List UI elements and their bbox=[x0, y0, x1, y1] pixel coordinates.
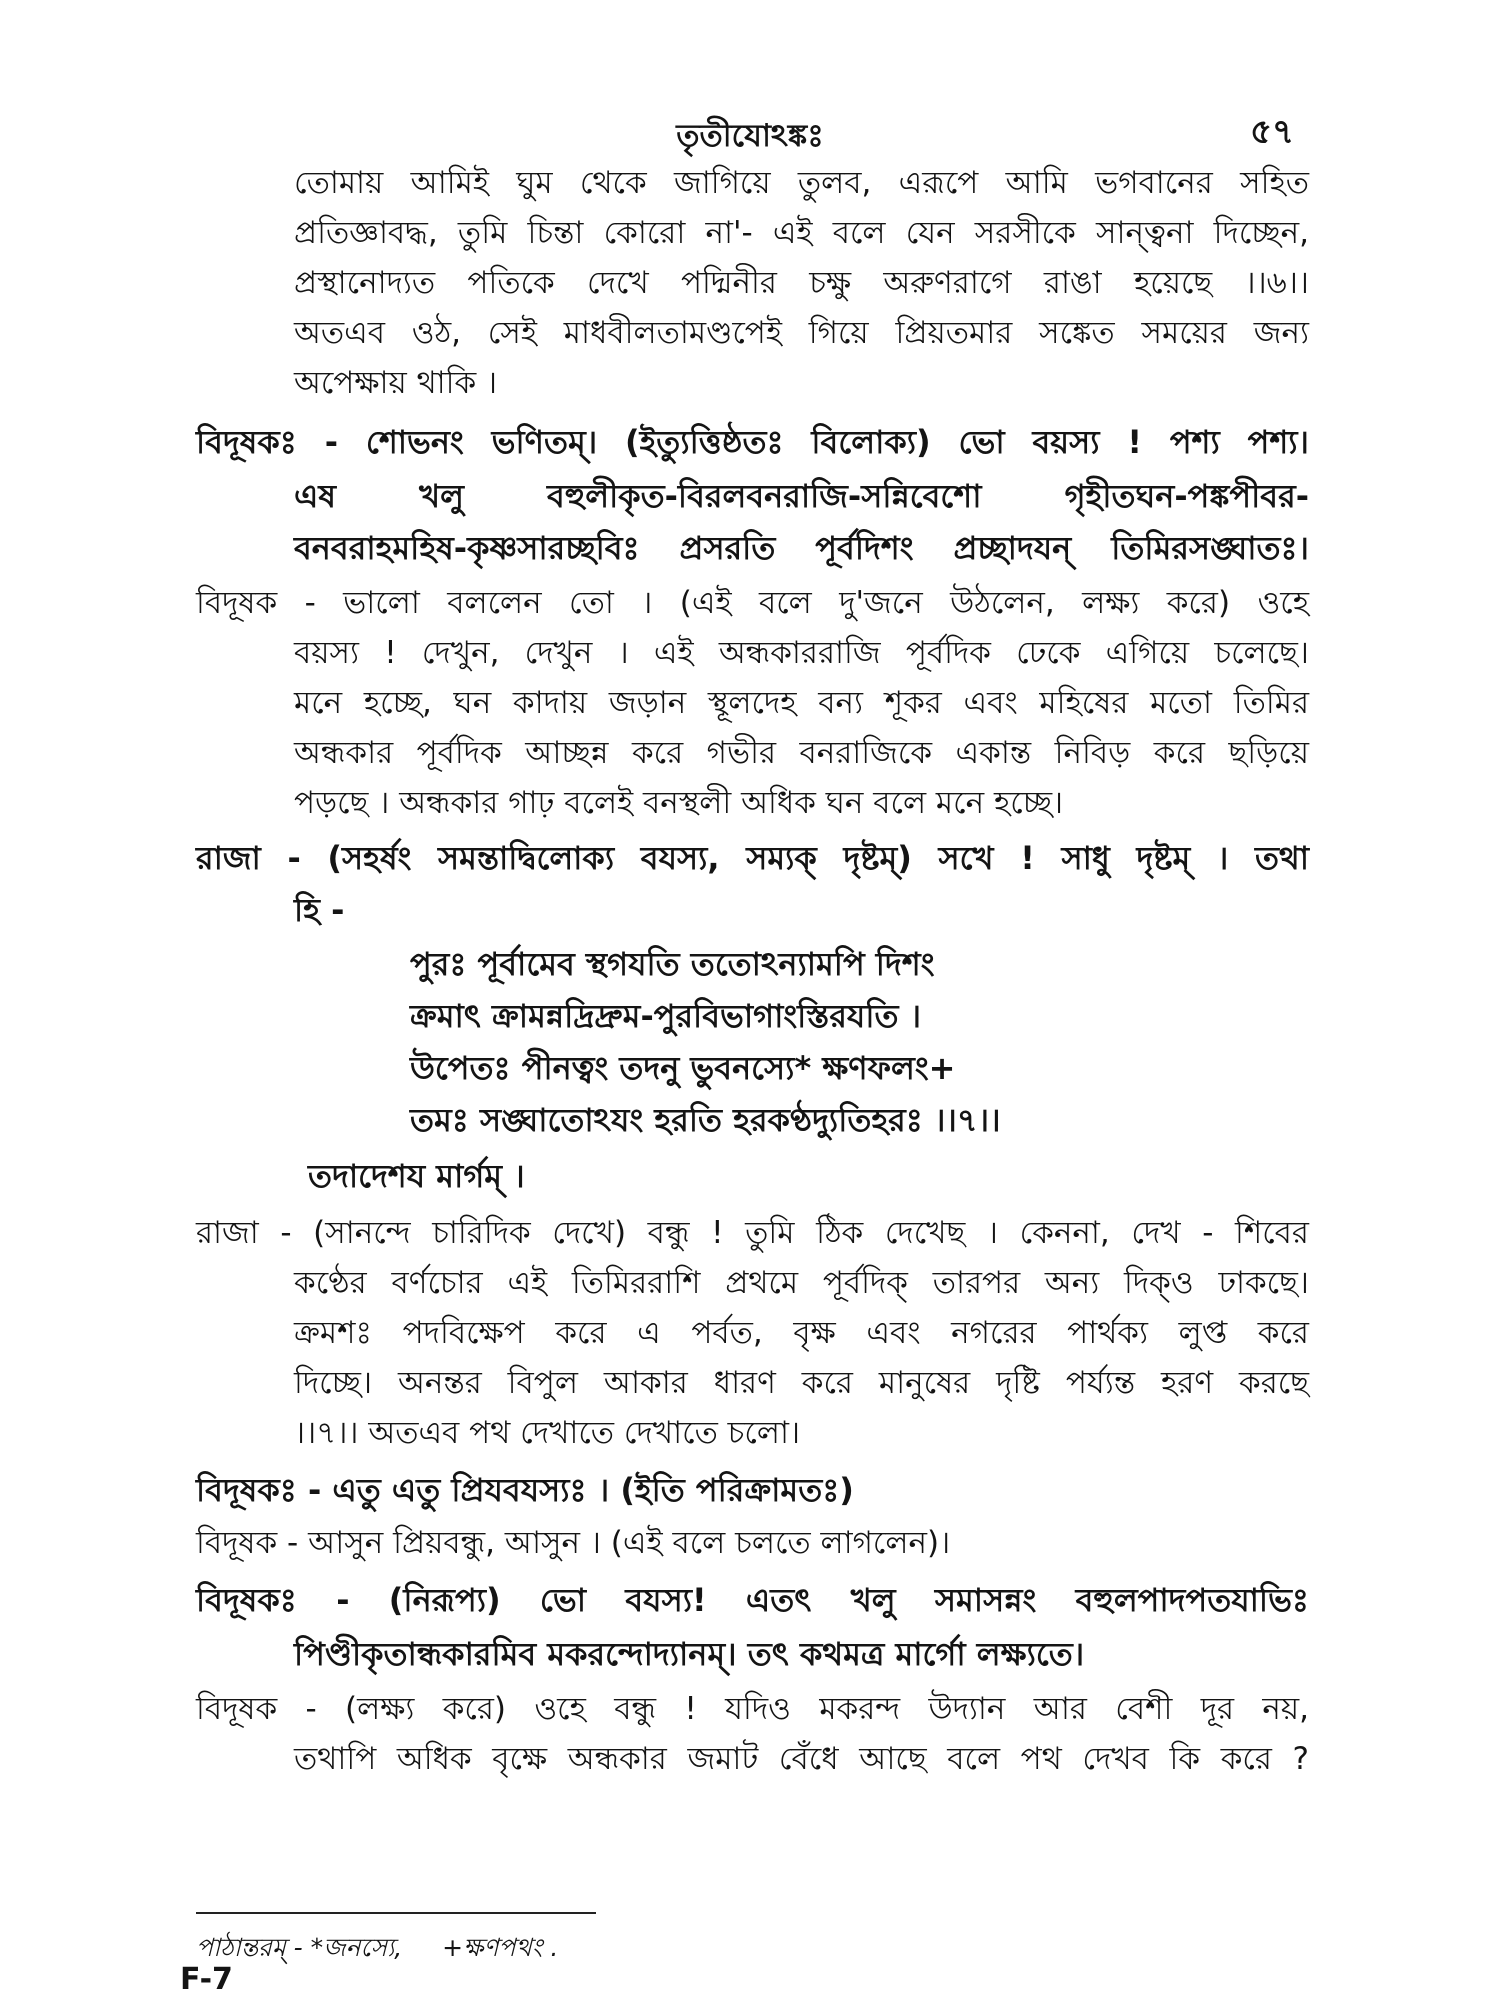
dialogue-line: বিদূষক - আসুন প্রিয়বন্ধু, আসুন । (এই বলে চলতে লাগলেন)। bbox=[196, 1525, 951, 1561]
verse-line: তমঃ সঙ্ঘাতোঽযং হরতি হরকণ্ঠদ্যুতিহরঃ ।।৭।। bbox=[410, 1101, 1001, 1139]
signature-mark: F-7 bbox=[180, 1962, 233, 1997]
text-line: কণ্ঠের বর্ণচোর এই তিমিররাশি প্রথমে পূর্বদিক্ তারপর অন্য দিক্ও ঢাকছে। bbox=[294, 1265, 1309, 1301]
text-line: প্রস্থানোদ্যত পতিকে দেখে পদ্মিনীর চক্ষু অরুণরাগে রাঙা হয়েছে ।।৬।। bbox=[294, 265, 1309, 301]
dialogue-line: বিদূষকঃ - (নিরূপ্য) ভো বযস্য! এতৎ খলু সমাসন্নং বহুলপাদপতযাভিঃ bbox=[196, 1581, 1309, 1619]
text-line: ।।৭।। অতএব পথ দেখাতে দেখাতে চলো। bbox=[294, 1415, 801, 1451]
verse-line: পুরঃ পূর্বামেব স্থগযতি ততোঽন্যামপি দিশং bbox=[410, 945, 935, 983]
text-line: পড়ছে । অন্ধকার গাঢ় বলেই বনস্থলী অধিক ঘন বলে মনে হচ্ছে। bbox=[294, 785, 1064, 821]
dialogue-line: বিদূষক - (লক্ষ্য করে) ওহে বন্ধু ! যদিও মকরন্দ উদ্যান আর বেশী দূর নয়, bbox=[196, 1691, 1309, 1727]
text-line: মনে হচ্ছে, ঘন কাদায় জড়ান স্থূলদেহ বন্য শূকর এবং মহিষের মতো তিমির bbox=[294, 685, 1309, 721]
running-header: তৃতীযোঽঙ্কঃ bbox=[676, 118, 824, 154]
text-line: তথাপি অধিক বৃক্ষে অন্ধকার জমাট বেঁধে আছে বলে পথ দেখব কি করে ? bbox=[294, 1741, 1309, 1777]
text-line: বয়স্য ! দেখুন, দেখুন । এই অন্ধকাররাজি পূর্বদিক ঢেকে এগিয়ে চলেছে। bbox=[294, 635, 1309, 671]
dialogue-line: বনবরাহমহিষ-কৃষ্ণসারচ্ছবিঃ প্রসরতি পূর্বদিশং প্রচ্ছাদযন্ তিমিরসঙ্ঘাতঃ। bbox=[294, 529, 1309, 567]
verse-line: তদাদেশয মার্গম্ । bbox=[308, 1157, 525, 1195]
footnote-rule bbox=[196, 1912, 596, 1914]
verse-line: উপেতঃ পীনত্বং তদনু ভুবনস্যে* ক্ষণফলং+ bbox=[410, 1049, 956, 1087]
footnote bbox=[196, 1928, 558, 1971]
text-line: অতএব ওঠ, সেই মাধবীলতামণ্ডপেই গিয়ে প্রিয়তমার সঙ্কেত সময়ের জন্য bbox=[294, 315, 1309, 351]
text-line: প্রতিজ্ঞাবদ্ধ, তুমি চিন্তা কোরো না'- এই বলে যেন সরসীকে সান্ত্বনা দিচ্ছেন, bbox=[294, 215, 1309, 251]
dialogue-line: রাজা - (সহর্ষং সমন্তাদ্বিলোক্য বযস্য, সম্যক্ দৃষ্টম্) সখে ! সাধু দৃষ্টম্ । তথা bbox=[196, 839, 1309, 877]
dialogue-line: হি - bbox=[294, 891, 345, 929]
verse-line: ক্রমাৎ ক্রামন্নদ্রিদ্রুম-পুরবিভাগাংস্তিরযতি । bbox=[410, 997, 922, 1035]
text-line: অন্ধকার পূর্বদিক আচ্ছন্ন করে গভীর বনরাজিকে একান্ত নিবিড় করে ছড়িয়ে bbox=[294, 735, 1309, 771]
dialogue-line: রাজা - (সানন্দে চারিদিক দেখে) বন্ধু ! তুমি ঠিক দেখেছ । কেননা, দেখ - শিবের bbox=[196, 1215, 1309, 1251]
text-line: অপেক্ষায় থাকি । bbox=[294, 365, 498, 401]
text-line: তোমায় আমিই ঘুম থেকে জাগিয়ে তুলব, এরূপে আমি ভগবানের সহিত bbox=[294, 165, 1309, 201]
page-number: ৫৭ bbox=[1250, 112, 1295, 152]
dialogue-line: বিদূষকঃ - শোভনং ভণিতম্। (ইত্যুত্তিষ্ঠতঃ বিলোক্য) ভো বয়স্য ! পশ্য পশ্য। bbox=[196, 423, 1309, 461]
dialogue-line: বিদূষক - ভালো বললেন তো । (এই বলে দু'জনে উঠলেন, লক্ষ্য করে) ওহে bbox=[196, 585, 1309, 621]
footnote-variant-2: +ক্ষণপথং . bbox=[442, 1933, 559, 1962]
dialogue-line: পিণ্ডীকৃতান্ধকারমিব মকরন্দোদ্যানম্। তৎ কথমত্র মার্গো লক্ষ্যতে। bbox=[294, 1635, 1085, 1673]
text-line: দিচ্ছে। অনন্তর বিপুল আকার ধারণ করে মানুষের দৃষ্টি পর্য্যন্ত হরণ করছে bbox=[294, 1365, 1309, 1401]
footnote-variant-1: পাঠান্তরম্ - *জনস্যে, bbox=[196, 1933, 403, 1962]
dialogue-line: এষ খলু বহুলীকৃত-বিরলবনরাজি-সন্নিবেশো গৃহীতঘন-পঙ্কপীবর- bbox=[294, 477, 1309, 515]
dialogue-line: বিদূষকঃ - এতু এতু প্রিযবযস্যঃ । (ইতি পরিক্রামতঃ) bbox=[196, 1471, 854, 1509]
text-line: ক্রমশঃ পদবিক্ষেপ করে এ পর্বত, বৃক্ষ এবং নগরের পার্থক্য লুপ্ত করে bbox=[294, 1315, 1309, 1351]
